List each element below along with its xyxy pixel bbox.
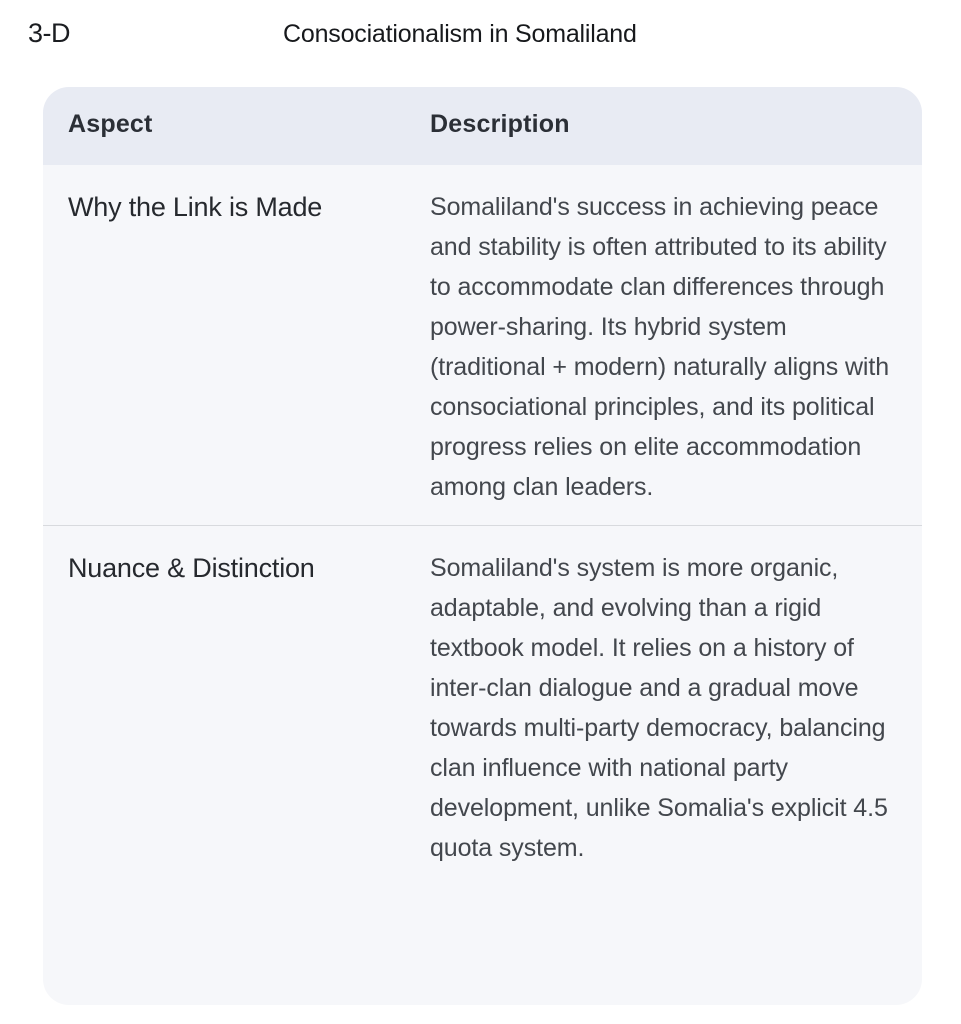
aspect-cell-why-link: Why the Link is Made — [68, 192, 323, 222]
page-title: Consociationalism in Somaliland — [283, 20, 637, 48]
table-header-row — [43, 87, 922, 165]
column-header-aspect: Aspect — [68, 110, 153, 138]
description-cell-nuance: Somaliland's system is more organic, adaptable, and evolving than a rigid textbook model. It relies on a history of inter-clan dialogue and a gradual move towards multi-party democracy, balancing clan influence with national party development, unlike Somalia's explicit 4.5 quota system. — [430, 554, 888, 862]
comparison-table-card — [43, 87, 922, 1005]
table-row — [43, 165, 922, 525]
figure-label: 3-D — [28, 18, 71, 48]
table-row — [43, 526, 922, 886]
title-bar — [0, 0, 961, 49]
aspect-cell-nuance: Nuance & Distinction — [68, 553, 315, 583]
description-cell-why-link: Somaliland's success in achieving peace and stability is often attributed to its ability to accommodate clan differences through power-sharing. Its hybrid system (traditional + modern) naturally aligns with consociational principles, and its political progress relies on elite accommodation among clan leaders. — [430, 193, 890, 501]
table-body — [43, 165, 922, 886]
column-header-description: Description — [430, 110, 570, 138]
